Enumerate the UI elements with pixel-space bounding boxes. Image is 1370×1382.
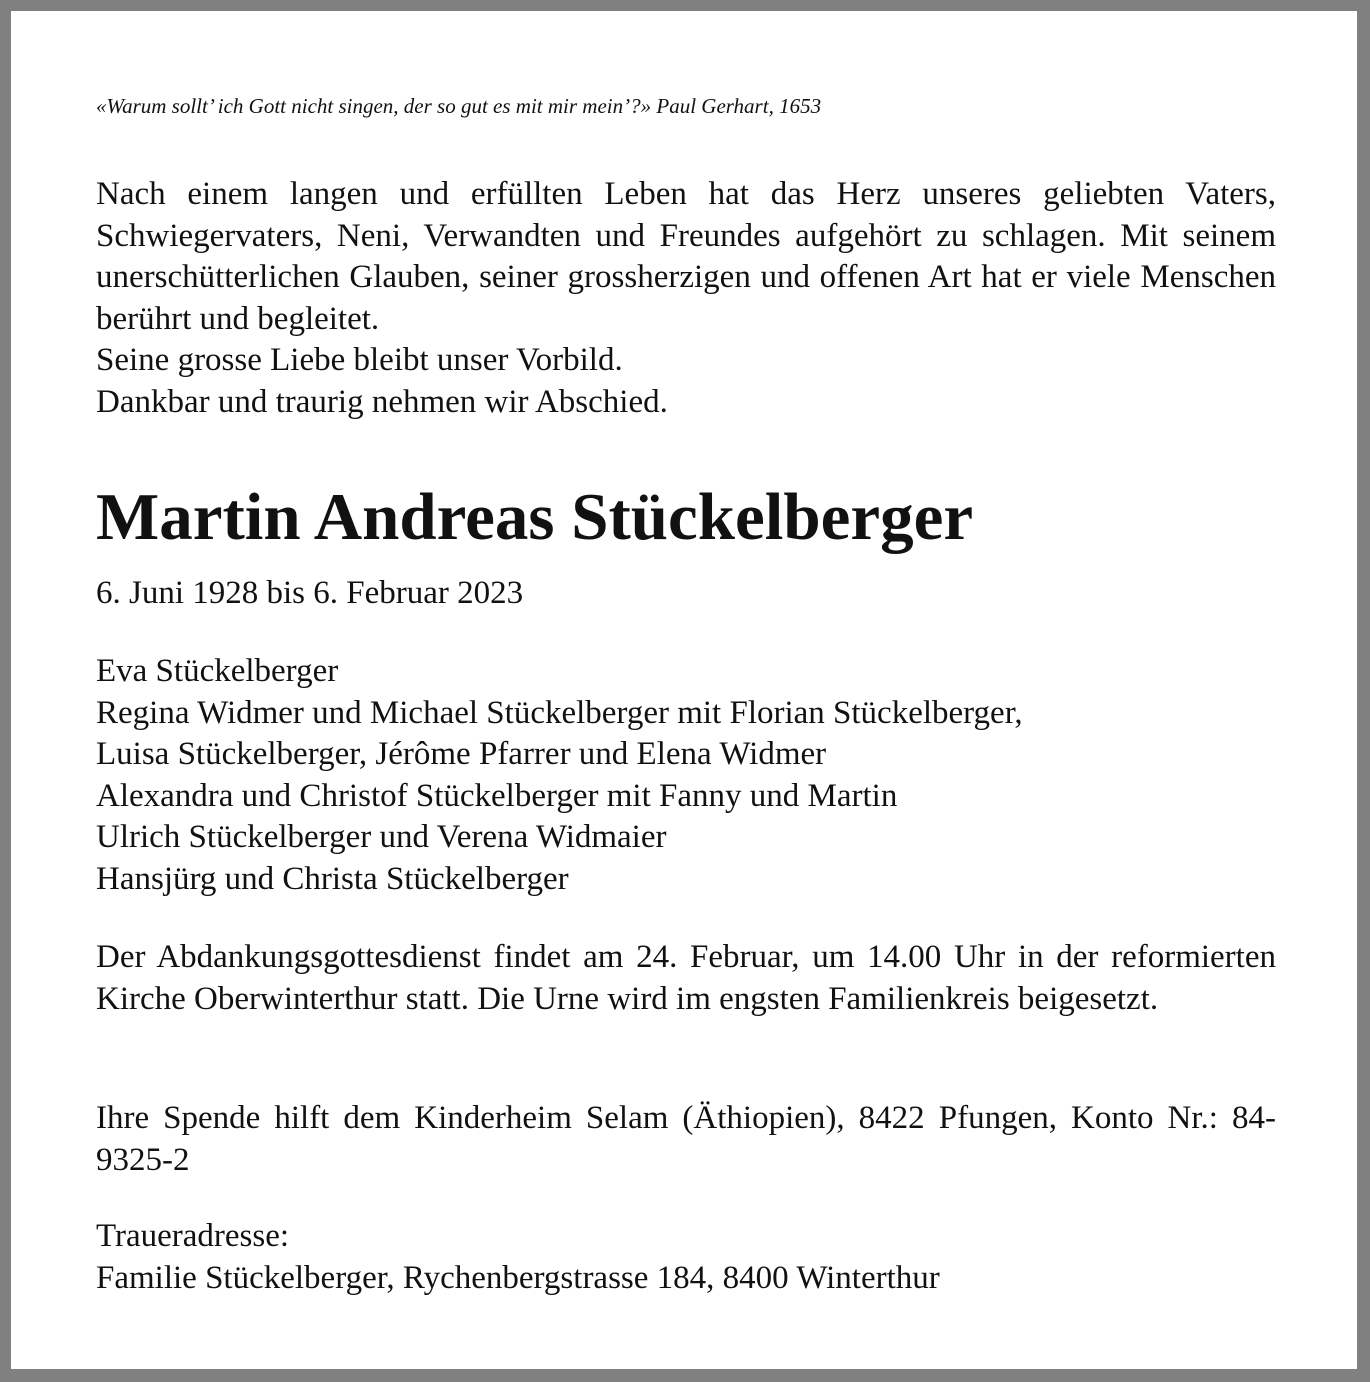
mourner-line: Eva Stückelberger: [96, 653, 339, 689]
mourner-line: Ulrich Stückelberger und Verena Widmaier: [96, 819, 667, 855]
motto-quote: «Warum sollt’ ich Gott nicht singen, der so gut es mit mir mein’?» Paul Gerhart, 1653: [96, 94, 822, 118]
mourner-line: Regina Widmer und Michael Stückelberger mit Florian Stückelberger,: [96, 694, 1023, 731]
donation-notice: Ihre Spende hilft dem Kinderheim Selam (Äthiopien), 8422 Pfungen, Konto Nr.: 84-9325-2: [96, 1100, 1276, 1178]
mourning-address: [96, 1216, 940, 1299]
mourner-line: Hansjürg und Christa Stückelberger: [96, 860, 569, 897]
intro-paragraph: Nach einem langen und erfüllten Leben hat das Herz unseres geliebten Vaters, Schwiegervaters, Neni, Verwandten und Freundes aufgehört zu schlagen. Mit seinem unerschütterlichen Glauben, seiner grossherzigen und offenen Art hat er viele Menschen berührt und begleitet.: [96, 176, 1276, 337]
mourner-line: Alexandra und Christof Stückelberger mit Fanny und Martin: [96, 777, 898, 814]
address-line: Familie Stückelberger, Rychenbergstrasse 184, 8400 Winterthur: [96, 1259, 940, 1296]
service-announcement: Der Abdankungsgottesdienst findet am 24. Februar, um 14.00 Uhr in der reformierten Kirche Oberwinterthur statt. Die Urne wird im engsten Familienkreis beigesetzt.: [96, 939, 1276, 1017]
mourners-list: [96, 651, 1023, 900]
life-dates: 6. Juni 1928 bis 6. Februar 2023: [96, 575, 524, 611]
intro-text: [96, 174, 1276, 423]
intro-line-vorbild: Seine grosse Liebe bleibt unser Vorbild.: [96, 342, 623, 378]
mourner-line: Luisa Stückelberger, Jérôme Pfarrer und Elena Widmer: [96, 736, 827, 772]
obituary-page: [11, 11, 1357, 1369]
deceased-name: Martin Andreas Stückelberger: [96, 480, 974, 554]
intro-line-abschied: Dankbar und traurig nehmen wir Abschied.: [96, 383, 668, 420]
address-label: Traueradresse:: [96, 1218, 290, 1254]
